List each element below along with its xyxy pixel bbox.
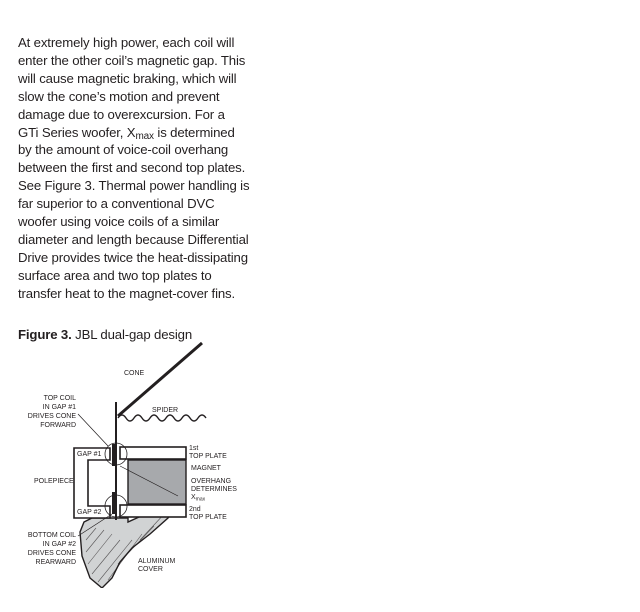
magnet-shape (128, 460, 186, 504)
label-bottom-coil: REARWARD (35, 559, 76, 566)
label-top-coil: FORWARD (40, 422, 76, 429)
paragraph-line: damage due to overexcursion. For a (18, 106, 225, 122)
label-aluminum-cover: ALUMINUM (138, 558, 176, 565)
paragraph-line: transfer heat to the magnet-cover fins. (18, 285, 235, 301)
paragraph-line: See Figure 3. Thermal power handling is (18, 178, 250, 194)
label-xmax-x: X (191, 494, 196, 501)
label-xmax (191, 494, 206, 503)
label-overhang: DETERMINES (191, 486, 237, 493)
cone-line (118, 343, 202, 416)
polepiece-shape (74, 448, 110, 518)
paragraph-line: slow the cone’s motion and prevent (18, 88, 220, 104)
body-paragraph (18, 34, 258, 303)
paragraph-line: Drive provides twice the heat-dissipating (18, 249, 248, 265)
first-top-plate-shape (120, 447, 186, 459)
top-coil-shape (112, 444, 115, 466)
label-second-plate: 2nd (189, 506, 201, 513)
label-first-plate: TOP PLATE (189, 453, 227, 460)
label-bottom-coil: DRIVES CONE (27, 550, 76, 557)
dual-gap-diagram (0, 338, 260, 588)
paragraph-line: enter the other coil’s magnetic gap. This (18, 52, 246, 68)
paragraph-line: diameter and length because Differential (18, 231, 249, 247)
label-aluminum-cover: COVER (138, 566, 163, 573)
xmax-suffix: is determined (153, 124, 235, 140)
label-top-coil: IN GAP #1 (42, 404, 76, 411)
label-top-coil: DRIVES CONE (27, 413, 76, 420)
paragraph-line: surface area and two top plates to (18, 267, 212, 283)
figure-caption-label: Figure 3. (18, 327, 72, 342)
second-top-plate-shape (120, 505, 186, 517)
paragraph-line: by the amount of voice-coil overhang (18, 142, 229, 158)
label-top-coil: TOP COIL (43, 395, 76, 402)
paragraph-line-xmax (18, 124, 258, 142)
paragraph-line: At extremely high power, each coil will (18, 35, 235, 50)
paragraph-line: woofer using voice coils of a similar (18, 214, 220, 230)
label-polepiece: POLEPIECE (34, 478, 74, 485)
label-gap2: GAP #2 (77, 509, 102, 516)
spider-shape (118, 415, 206, 421)
label-bottom-coil: IN GAP #2 (42, 541, 76, 548)
paragraph-line: far superior to a conventional DVC (18, 196, 215, 212)
label-magnet: MAGNET (191, 465, 221, 472)
label-overhang: OVERHANG (191, 478, 232, 485)
label-spider: SPIDER (152, 407, 179, 414)
label-cone: CONE (124, 370, 145, 377)
xmax-prefix: GTi Series woofer, X (18, 124, 136, 140)
label-gap1: GAP #1 (77, 451, 102, 458)
label-xmax-sub: max (195, 496, 206, 503)
xmax-subscript: max (135, 130, 154, 142)
label-second-plate: TOP PLATE (189, 514, 227, 521)
label-bottom-coil: BOTTOM COIL (27, 532, 76, 539)
label-first-plate: 1st (189, 445, 199, 452)
paragraph-line: will cause magnetic braking, which will (18, 70, 237, 86)
figure-caption-text: JBL dual-gap design (71, 327, 193, 342)
paragraph-line: between the first and second top plates. (18, 160, 246, 176)
